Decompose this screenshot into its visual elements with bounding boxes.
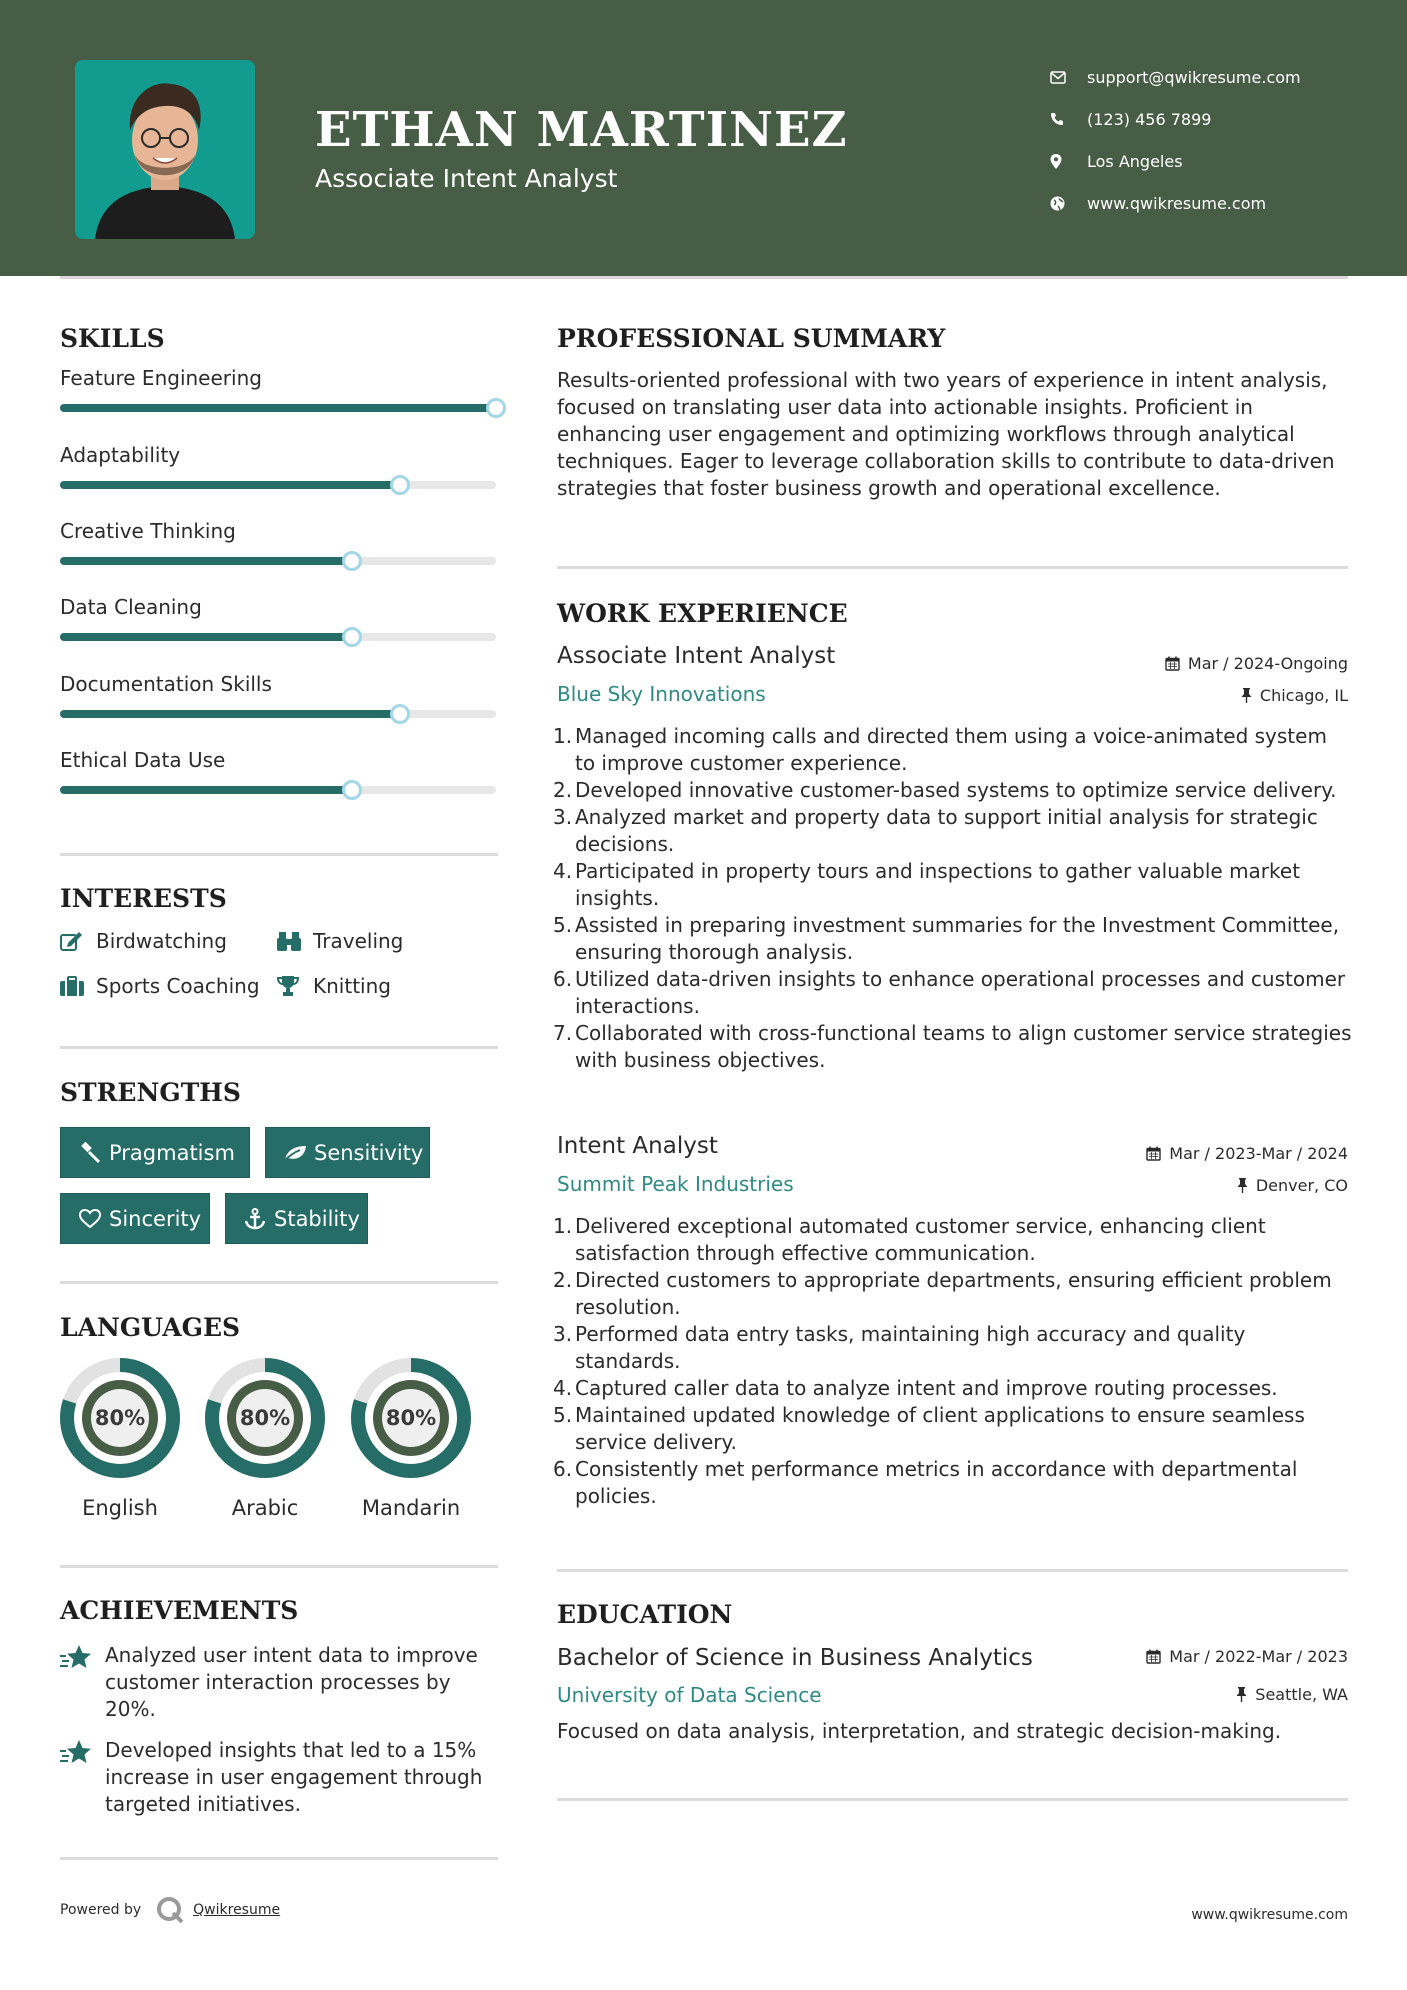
skill-item <box>60 519 498 543</box>
pushpin-icon <box>1237 1178 1248 1193</box>
languages-heading: LANGUAGES <box>60 1313 241 1342</box>
bullet-text: Assisted in preparing investment summaries for the Investment Committee, ensuring thorough analysis. <box>575 913 1340 964</box>
heart-icon <box>71 1209 109 1229</box>
job-bullet <box>553 1213 1353 1267</box>
skill-fill <box>60 557 352 565</box>
summary-heading: PROFESSIONAL SUMMARY <box>557 324 946 353</box>
language-name: Mandarin <box>361 1496 461 1520</box>
bullet-text: Collaborated with cross-functional teams to align customer service strategies with business objectives. <box>575 1021 1352 1072</box>
language-name: Arabic <box>231 1496 299 1520</box>
skill-label: Ethical Data Use <box>60 748 226 772</box>
bullet-number: 4. <box>553 859 573 883</box>
language-ring <box>59 1357 181 1479</box>
profile-photo <box>75 60 255 239</box>
contact-phone-text: (123) 456 7899 <box>1087 109 1212 129</box>
language-item <box>350 1357 472 1520</box>
skill-fill <box>60 786 352 794</box>
skills-heading: SKILLS <box>60 324 165 353</box>
school-name: University of Data Science <box>557 1683 822 1707</box>
achievement-text: Analyzed user intent data to improve customer interaction processes by 20%. <box>105 1643 478 1721</box>
job-title: Intent Analyst <box>557 1133 718 1159</box>
bullet-text: Performed data entry tasks, maintaining high accuracy and quality standards. <box>575 1322 1246 1373</box>
bullet-number: 6. <box>553 967 573 991</box>
bullet-number: 4. <box>553 1376 573 1400</box>
bullet-number: 6. <box>553 1457 573 1481</box>
job-date <box>1146 1144 1348 1163</box>
bullet-text: Consistently met performance metrics in accordance with departmental policies. <box>575 1457 1298 1508</box>
language-item <box>204 1357 326 1520</box>
skill-knob <box>342 780 362 800</box>
header-divider <box>60 276 1348 279</box>
job-bullets <box>553 1213 1353 1510</box>
bullet-number: 5. <box>553 1403 573 1427</box>
globe-icon <box>1050 193 1087 213</box>
skill-knob <box>342 627 362 647</box>
strength-tag <box>60 1193 210 1244</box>
skill-label: Data Cleaning <box>60 595 202 619</box>
achievement-item <box>60 1642 500 1723</box>
job-bullets <box>553 723 1353 1074</box>
language-percent: 80% <box>385 1406 437 1430</box>
job-bullet <box>553 1456 1353 1510</box>
skill-fill <box>60 633 352 641</box>
skill-track <box>60 633 496 641</box>
interest-item <box>60 929 227 953</box>
job-bullet <box>553 1375 1353 1402</box>
company-name: Blue Sky Innovations <box>557 682 766 706</box>
calendar-icon <box>1165 656 1180 671</box>
language-ring <box>350 1357 472 1479</box>
job-bullet <box>553 804 1353 858</box>
education-location <box>1236 1685 1348 1704</box>
bullet-number: 7. <box>553 1021 573 1045</box>
strength-label: Sensitivity <box>314 1140 424 1165</box>
interests-heading: INTERESTS <box>60 884 227 913</box>
binoculars-icon <box>277 930 313 952</box>
language-ring <box>204 1357 326 1479</box>
pushpin-icon <box>1241 688 1252 703</box>
skill-label: Creative Thinking <box>60 519 236 543</box>
strength-tag <box>225 1193 368 1244</box>
job-bullet <box>553 912 1353 966</box>
education-description: Focused on data analysis, interpretation, and strategic decision-making. <box>557 1719 1282 1743</box>
job-bullet <box>553 1402 1353 1456</box>
experience-divider <box>557 1569 1348 1572</box>
language-item <box>59 1357 181 1520</box>
contact-location-text: Los Angeles <box>1087 151 1183 171</box>
skill-knob <box>342 551 362 571</box>
job-bullet <box>553 1321 1353 1375</box>
bullet-number: 3. <box>553 1322 573 1346</box>
bullet-number: 2. <box>553 778 573 802</box>
leaf-icon <box>276 1144 314 1162</box>
footer-website[interactable]: www.qwikresume.com <box>1191 1907 1348 1923</box>
bullet-number: 5. <box>553 913 573 937</box>
location-pin-icon <box>1050 151 1087 171</box>
briefcase-icon <box>60 976 96 996</box>
company-name: Summit Peak Industries <box>557 1172 794 1196</box>
candidate-title: Associate Intent Analyst <box>315 164 618 193</box>
qwikresume-link[interactable]: Qwikresume <box>193 1902 281 1918</box>
strength-label: Sincerity <box>109 1206 202 1231</box>
job-title: Associate Intent Analyst <box>557 643 836 669</box>
strength-label: Stability <box>274 1206 360 1231</box>
education-date <box>1146 1647 1348 1666</box>
job-bullet <box>553 1267 1353 1321</box>
interests-divider <box>60 1046 498 1049</box>
skill-track <box>60 786 496 794</box>
experience-heading: WORK EXPERIENCE <box>557 599 848 628</box>
job-location-text: Chicago, IL <box>1259 686 1348 705</box>
bullet-text: Managed incoming calls and directed them using a voice-animated system to improve customer experience. <box>575 724 1327 775</box>
skill-item <box>60 443 498 467</box>
footer-powered-by <box>60 1895 280 1925</box>
strength-tag <box>265 1127 430 1178</box>
powered-by-label: Powered by <box>60 1902 142 1918</box>
interest-item <box>277 929 403 953</box>
bullet-text: Developed innovative customer-based systems to optimize service delivery. <box>575 778 1337 802</box>
summary-divider <box>557 566 1348 569</box>
interest-label: Birdwatching <box>96 929 227 953</box>
achievement-item <box>60 1737 500 1818</box>
job-location <box>1241 686 1348 705</box>
skill-knob <box>390 704 410 724</box>
interest-label: Sports Coaching <box>96 974 260 998</box>
education-location-text: Seattle, WA <box>1255 1685 1348 1704</box>
skill-fill <box>60 710 400 718</box>
job-date-text: Mar / 2023-Mar / 2024 <box>1169 1144 1348 1163</box>
bullet-text: Delivered exceptional automated customer service, enhancing client satisfaction through effective communication. <box>575 1214 1266 1265</box>
language-percent: 80% <box>239 1406 291 1430</box>
trophy-icon <box>277 975 313 997</box>
phone-icon <box>1050 109 1087 129</box>
bullet-number: 3. <box>553 805 573 829</box>
bullet-number: 1. <box>553 724 573 748</box>
contact-website[interactable] <box>1050 182 1380 224</box>
job-location <box>1237 1176 1348 1195</box>
bullet-text: Analyzed market and property data to support initial analysis for strategic decisions. <box>575 805 1318 856</box>
skill-knob <box>486 398 506 418</box>
summary-text: Results-oriented professional with two years of experience in intent analysis, focused on translating user data into actionable insights. Proficient in enhancing user engagement and optimizing workflows through analytical techniques. Eager to leverage collaboration skills to contribute to data-driven strategies that foster business growth and operational excellence. <box>557 368 1335 500</box>
skill-label: Feature Engineering <box>60 366 262 390</box>
candidate-name: ETHAN MARTINEZ <box>315 102 848 158</box>
skill-track <box>60 557 496 565</box>
achievements-heading: ACHIEVEMENTS <box>60 1596 299 1625</box>
job-bullet <box>553 858 1353 912</box>
interest-label: Knitting <box>313 974 391 998</box>
strengths-divider <box>60 1281 498 1284</box>
interest-item <box>277 974 391 998</box>
bullet-text: Maintained updated knowledge of client applications to ensure seamless service delivery. <box>575 1403 1305 1454</box>
bullet-text: Directed customers to appropriate departments, ensuring efficient problem resolution. <box>575 1268 1332 1319</box>
skill-item <box>60 366 498 390</box>
skill-item <box>60 595 498 619</box>
achievement-text: Developed insights that led to a 15% increase in user engagement through targeted initiatives. <box>105 1738 483 1816</box>
skill-label: Adaptability <box>60 443 181 467</box>
calendar-icon <box>1146 1649 1161 1664</box>
job-bullet <box>553 1020 1353 1074</box>
skill-fill <box>60 404 496 412</box>
degree-title: Bachelor of Science in Business Analytics <box>557 1645 1033 1671</box>
strengths-heading: STRENGTHS <box>60 1078 241 1107</box>
education-divider <box>557 1798 1348 1801</box>
achievements-divider <box>60 1857 498 1860</box>
gavel-icon <box>71 1142 109 1164</box>
language-percent: 80% <box>94 1406 146 1430</box>
strength-label: Pragmatism <box>109 1140 235 1165</box>
skill-item <box>60 672 498 696</box>
anchor-icon <box>236 1208 274 1230</box>
education-heading: EDUCATION <box>557 1600 733 1629</box>
skill-track <box>60 404 496 412</box>
job-location-text: Denver, CO <box>1255 1176 1348 1195</box>
languages-divider <box>60 1565 498 1568</box>
language-name: English <box>82 1496 158 1520</box>
pushpin-icon <box>1236 1687 1247 1702</box>
skill-item <box>60 748 498 772</box>
qwikresume-logo-icon <box>155 1895 185 1925</box>
job-bullet <box>553 966 1353 1020</box>
interest-label: Traveling <box>313 929 404 953</box>
education-date-text: Mar / 2022-Mar / 2023 <box>1169 1647 1348 1666</box>
resume-header <box>0 0 1407 276</box>
job-date <box>1165 654 1348 673</box>
skill-fill <box>60 481 400 489</box>
interest-item <box>60 974 260 998</box>
envelope-icon <box>1050 67 1087 87</box>
bullet-number: 1. <box>553 1214 573 1238</box>
contact-email-text: support@qwikresume.com <box>1087 67 1301 87</box>
contact-website-text: www.qwikresume.com <box>1087 193 1267 213</box>
bullet-text: Captured caller data to analyze intent and improve routing processes. <box>575 1376 1278 1400</box>
contact-list <box>1050 56 1380 224</box>
star-icon <box>60 1642 105 1723</box>
job-bullet <box>553 777 1353 804</box>
contact-location <box>1050 140 1380 182</box>
bullet-text: Participated in property tours and inspections to gather valuable market insights. <box>575 859 1301 910</box>
skill-track <box>60 710 496 718</box>
skills-divider <box>60 853 498 856</box>
bullet-text: Utilized data-driven insights to enhance operational processes and customer interactions. <box>575 967 1346 1018</box>
calendar-icon <box>1146 1146 1161 1161</box>
bullet-number: 2. <box>553 1268 573 1292</box>
skill-track <box>60 481 496 489</box>
pencil-square-icon <box>60 931 96 951</box>
star-icon <box>60 1737 105 1818</box>
skill-knob <box>390 475 410 495</box>
job-bullet <box>553 723 1353 777</box>
contact-email[interactable] <box>1050 56 1380 98</box>
skill-label: Documentation Skills <box>60 672 272 696</box>
job-date-text: Mar / 2024-Ongoing <box>1187 654 1348 673</box>
contact-phone[interactable] <box>1050 98 1380 140</box>
strength-tag <box>60 1127 250 1178</box>
